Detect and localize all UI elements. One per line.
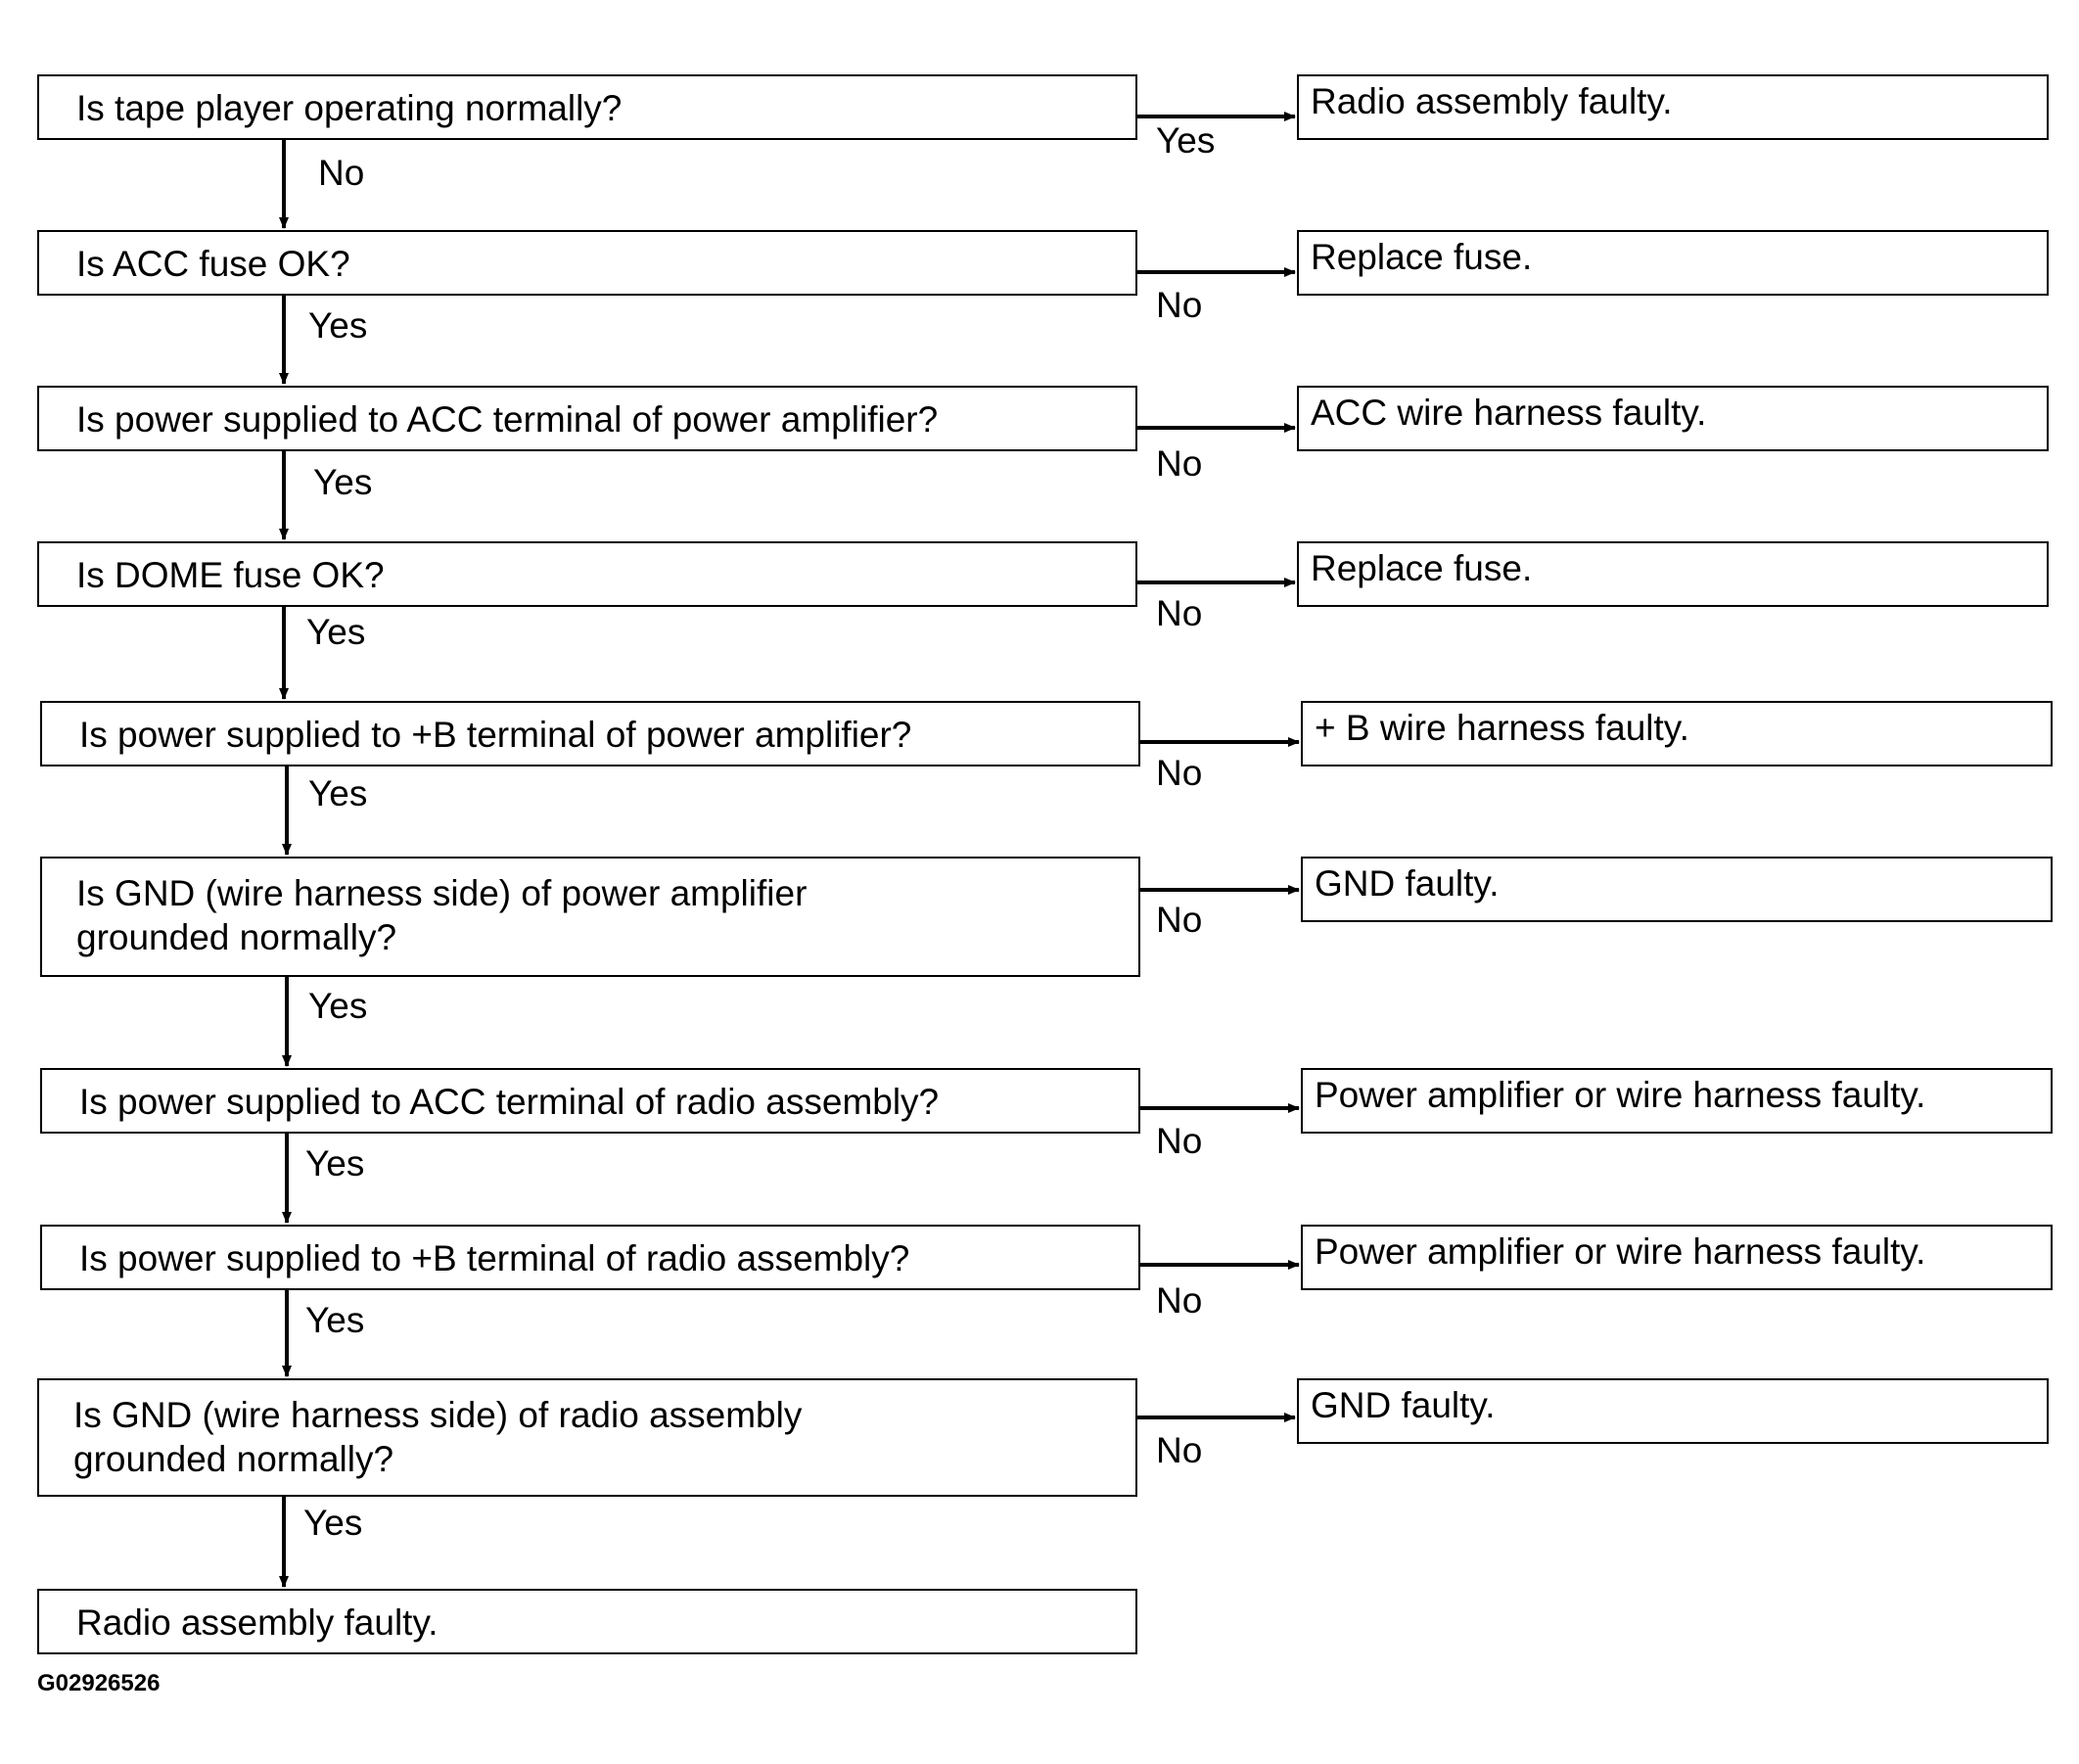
figure-code: G02926526 [37, 1670, 161, 1696]
question-box-4: Is DOME fuse OK? [37, 541, 1137, 607]
result-box-8: Power amplifier or wire harness faulty. [1301, 1225, 2053, 1290]
result-box-2: Replace fuse. [1297, 230, 2049, 296]
down-label-8: Yes [305, 1300, 365, 1340]
result-box-6: GND faulty. [1301, 857, 2053, 922]
question-box-9: Is GND (wire harness side) of radio assembly grounded normally? [37, 1378, 1137, 1497]
right-label-5: No [1156, 753, 1203, 793]
right-label-8: No [1156, 1280, 1203, 1321]
right-label-9: No [1156, 1430, 1203, 1470]
down-label-7: Yes [305, 1143, 365, 1184]
result-box-1: Radio assembly faulty. [1297, 74, 2049, 140]
question-box-1: Is tape player operating normally? [37, 74, 1137, 140]
question-box-8: Is power supplied to +B terminal of radio assembly? [40, 1225, 1140, 1290]
result-box-5: + B wire harness faulty. [1301, 701, 2053, 766]
right-label-2: No [1156, 285, 1203, 325]
down-label-9: Yes [303, 1503, 363, 1543]
question-box-6: Is GND (wire harness side) of power amplifier grounded normally? [40, 857, 1140, 977]
right-label-1: Yes [1156, 120, 1216, 161]
down-label-1: No [318, 153, 365, 193]
result-box-4: Replace fuse. [1297, 541, 2049, 607]
result-box-9: GND faulty. [1297, 1378, 2049, 1444]
question-box-2: Is ACC fuse OK? [37, 230, 1137, 296]
question-box-5: Is power supplied to +B terminal of power amplifier? [40, 701, 1140, 766]
down-label-3: Yes [313, 462, 373, 502]
result-box-7: Power amplifier or wire harness faulty. [1301, 1068, 2053, 1134]
right-label-3: No [1156, 443, 1203, 484]
right-label-6: No [1156, 900, 1203, 940]
result-box-3: ACC wire harness faulty. [1297, 386, 2049, 451]
right-label-7: No [1156, 1121, 1203, 1161]
down-label-6: Yes [308, 986, 368, 1026]
down-label-2: Yes [308, 305, 368, 346]
down-label-5: Yes [308, 773, 368, 813]
question-box-3: Is power supplied to ACC terminal of power amplifier? [37, 386, 1137, 451]
down-label-4: Yes [306, 612, 366, 652]
right-label-4: No [1156, 593, 1203, 633]
question-box-7: Is power supplied to ACC terminal of radio assembly? [40, 1068, 1140, 1134]
final-result-box: Radio assembly faulty. [37, 1589, 1137, 1654]
